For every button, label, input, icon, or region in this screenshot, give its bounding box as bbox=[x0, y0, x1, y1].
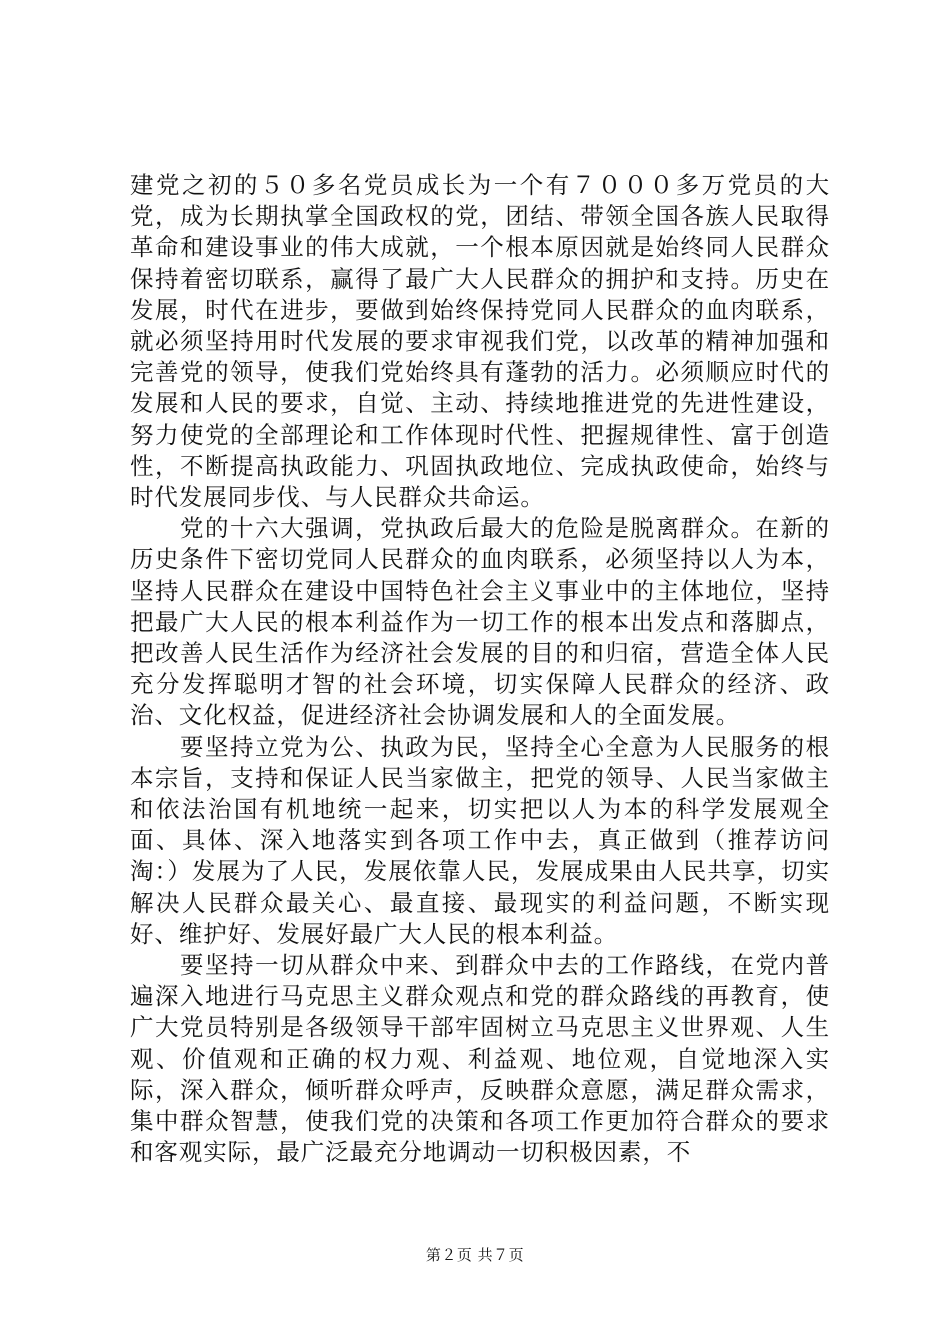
paragraph-4: 要坚持一切从群众中来、到群众中去的工作路线，在党内普遍深入地进行马克思主义群众观点和党的群众路线的再教育，使广大党员特别是各级领导干部牢固树立马克思主义世界观、人生观、价值观和正确的权力观、利益观、地位观，自觉地深入实际，深入群众，倾听群众呼声，反映群众意愿，满足群众需求，集中群众智慧，使我们党的决策和各项工作更加符合群众的要求和客观实际，最广泛最充分地调动一切积极因素，不 bbox=[130, 951, 830, 1167]
paragraph-1: 建党之初的５０多名党员成长为一个有７０００多万党员的大党，成为长期执掌全国政权的党，团结、带领全国各族人民取得革命和建设事业的伟大成就，一个根本原因就是始终同人民群众保持着密切联系，赢得了最广大人民群众的拥护和支持。历史在发展，时代在进步，要做到始终保持党同人民群众的血肉联系，就必须坚持用时代发展的要求审视我们党，以改革的精神加强和完善党的领导，使我们党始终具有蓬勃的活力。必须顺应时代的发展和人民的要求，自觉、主动、持续地推进党的先进性建设，努力使党的全部理论和工作体现时代性、把握规律性、富于创造性，不断提高执政能力、巩固执政地位、完成执政使命，始终与时代发展同步伐、与人民群众共命运。 bbox=[130, 171, 830, 512]
paragraph-2: 党的十六大强调，党执政后最大的危险是脱离群众。在新的历史条件下密切党同人民群众的血肉联系，必须坚持以人为本，坚持人民群众在建设中国特色社会主义事业中的主体地位，坚持把最广大人民的根本利益作为一切工作的根本出发点和落脚点，把改善人民生活作为经济社会发展的目的和归宿，营造全体人民充分发挥聪明才智的社会环境，切实保障人民群众的经济、政治、文化权益，促进经济社会协调发展和人的全面发展。 bbox=[130, 514, 830, 730]
document-body bbox=[130, 170, 830, 1169]
paragraph-3: 要坚持立党为公、执政为民，坚持全心全意为人民服务的根本宗旨，支持和保证人民当家做主，把党的领导、人民当家做主和依法治国有机地统一起来，切实把以人为本的科学发展观全面、具体、深入地落实到各项工作中去，真正做到（推荐访问淘：）发展为了人民，发展依靠人民，发展成果由人民共享，切实解决人民群众最关心、最直接、最现实的利益问题，不断实现好、维护好、发展好最广大人民的根本利益。 bbox=[130, 732, 830, 948]
page-number-footer: 第２页 共７页 bbox=[425, 1246, 525, 1264]
